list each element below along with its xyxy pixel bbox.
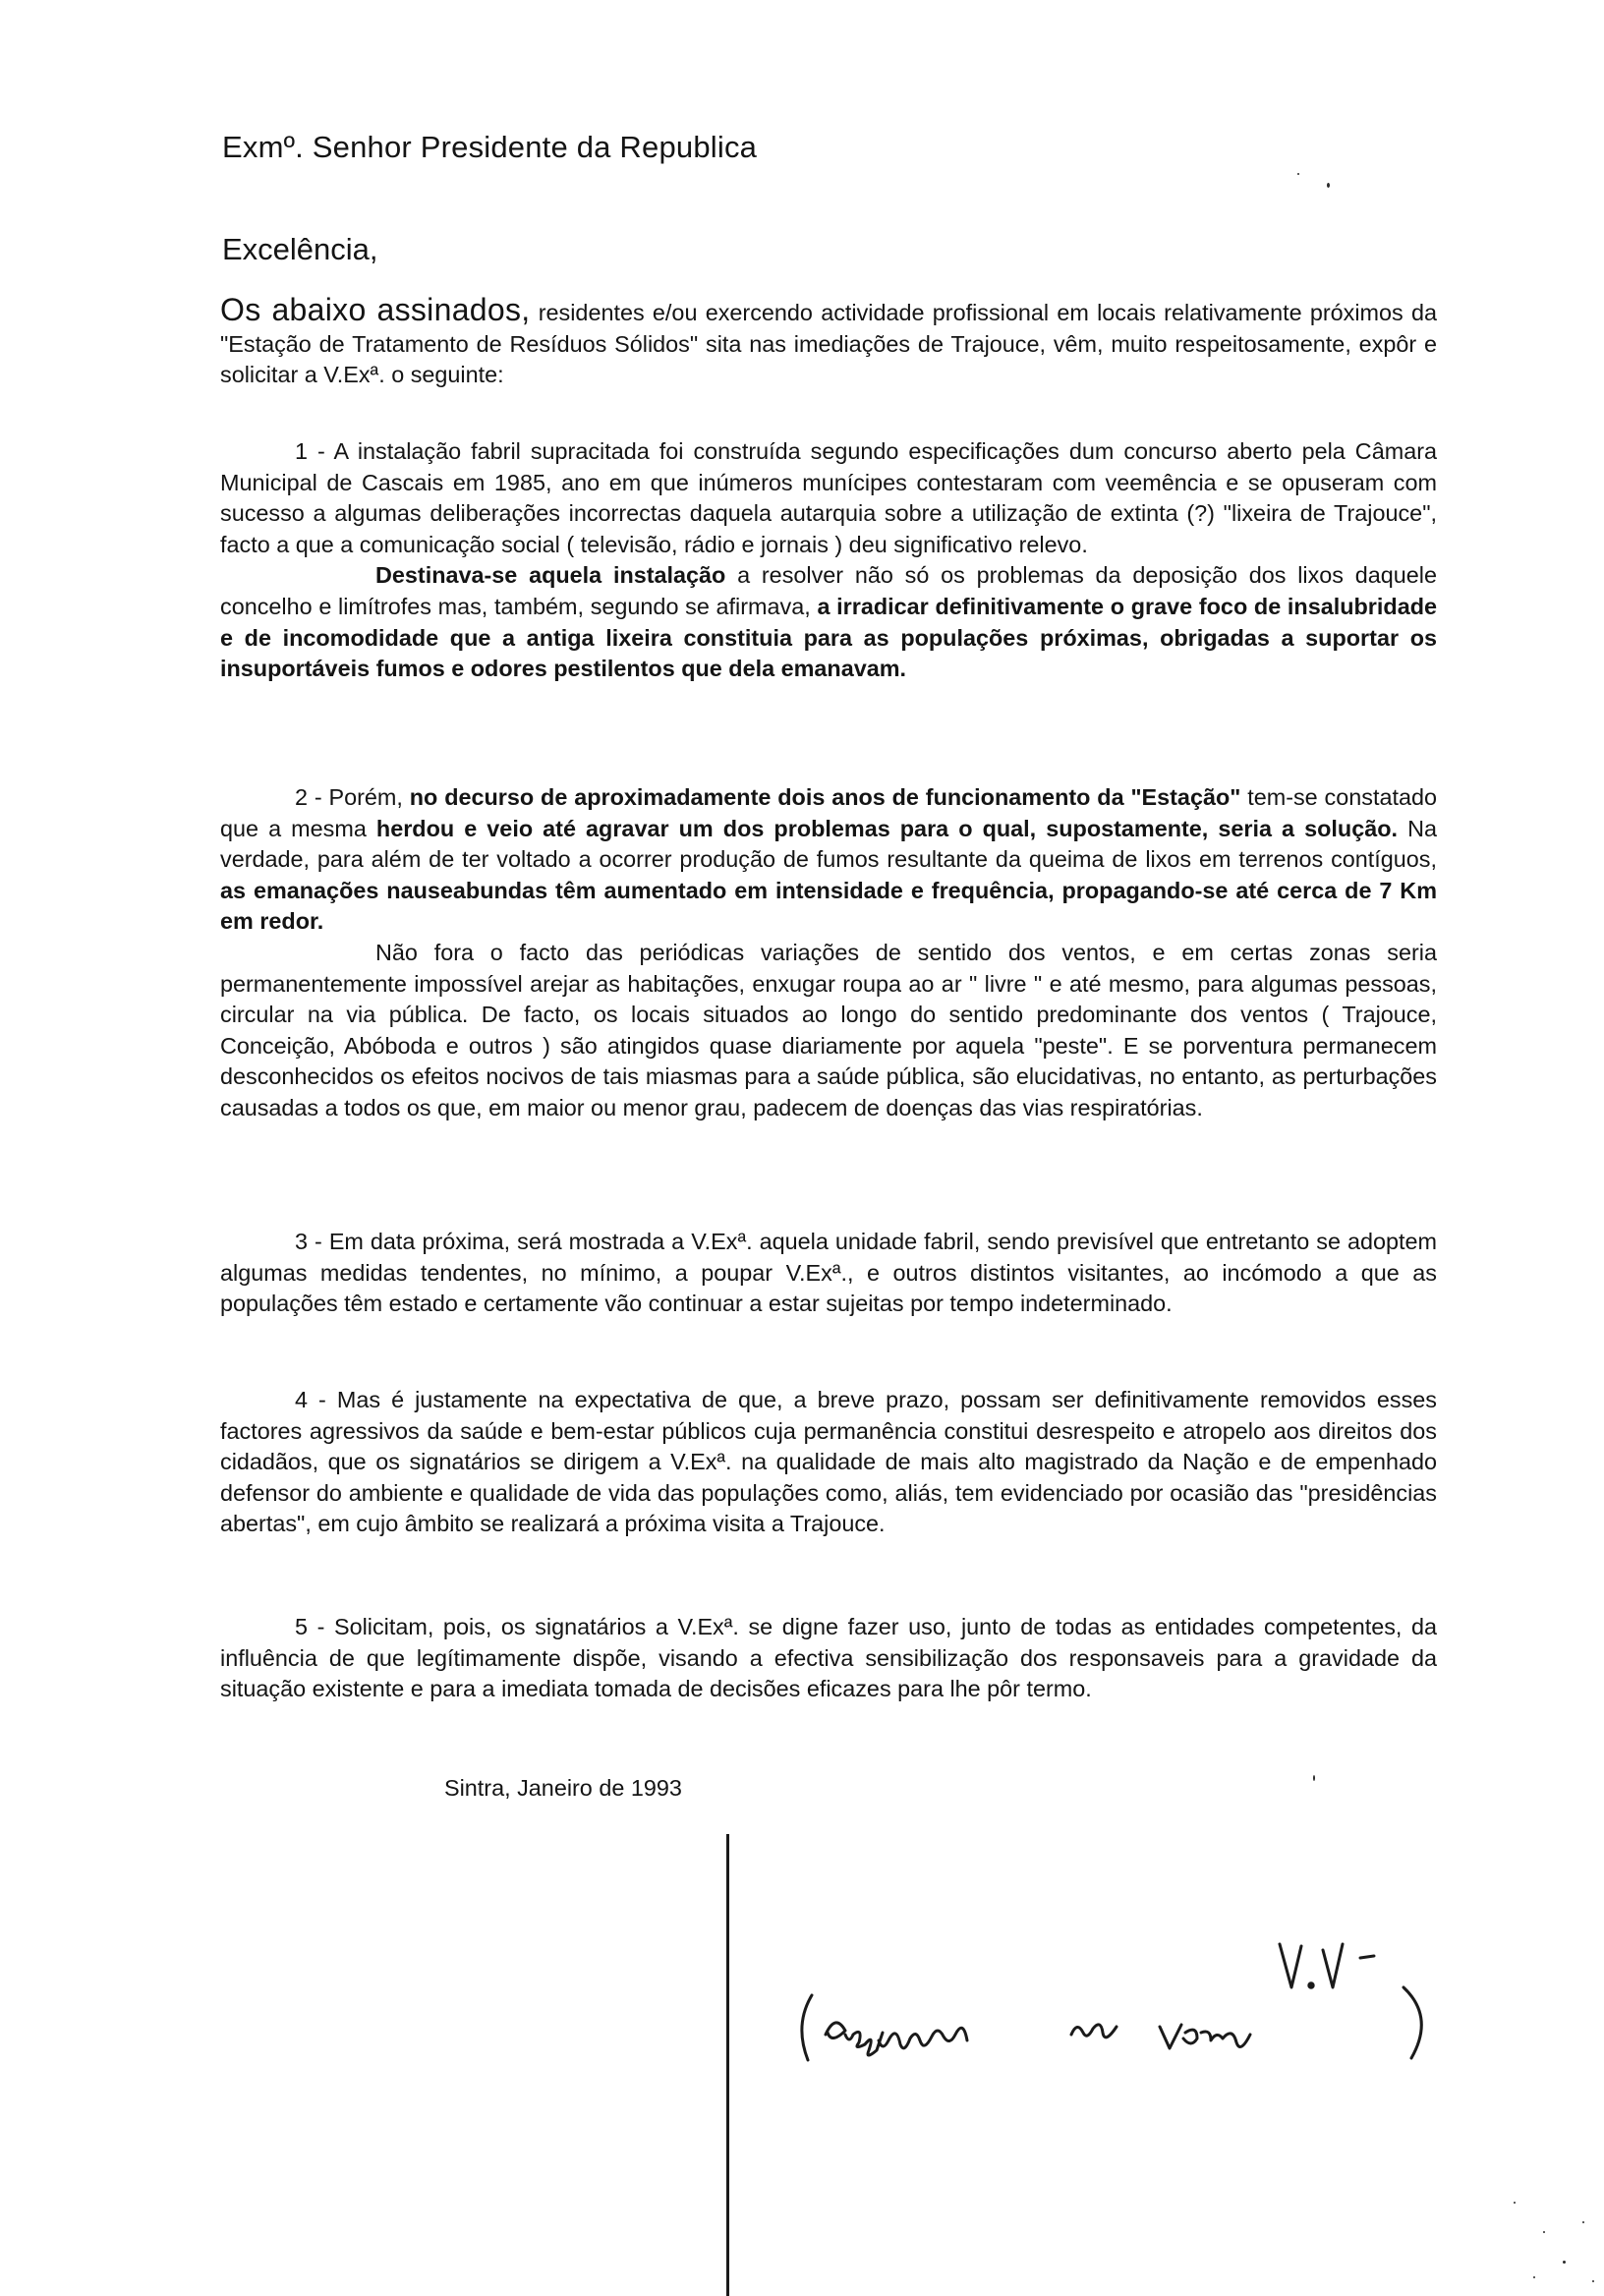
paragraph-5-text: 5 - Solicitam, pois, os signatários a V.Exª. se digne fazer uso, junto de todas as entidades competentes, da influência de que legítimamente dispõe, visando a efectiva sensibilização dos responsaveis para a gravidade da situação existente e para a imediata tomada de decisões eficazes para lhe pôr termo. bbox=[220, 1614, 1437, 1702]
p1-text-1: a resolver não só os problemas da deposição dos lixos daquele concelho e limítrofes mas, também, segundo se afirmava, bbox=[220, 562, 1437, 619]
scan-speck bbox=[1313, 1775, 1315, 1781]
p1-bold-1: Destinava-se aquela instalação bbox=[375, 562, 726, 589]
p2-bold-2: herdou e veio até agravar um dos problemas para o qual, supostamente, seria a solução. bbox=[375, 815, 1399, 841]
paragraph-3-text: 3 - Em data próxima, será mostrada a V.Exª. aquela unidade fabril, sendo previsível que entretanto se adoptem algumas medidas tendentes, no mínimo, a poupar V.Exª., e outros distintos visitantes, ao incómodo a que as populações têm estado e certamente vão continuar a estar sujeitas por tempo indeterminado. bbox=[220, 1229, 1437, 1317]
greeting-line: Excelência, bbox=[222, 232, 378, 266]
scan-noise bbox=[1396, 2162, 1604, 2296]
p2-text-2: tem-se constatado que a mesma bbox=[220, 784, 1437, 841]
scan-speck bbox=[1327, 183, 1330, 188]
paragraph-1-a: 1 - A instalação fabril supracitada foi construída segundo especificações dum concurso aberto pela Câmara Municipal de Cascais em 1985, ano em que inúmeros munícipes contestaram com veemência e se opuseram com sucesso a algumas deliberações incorrectas daquela autarquia sobre a utilização de extinta (?) "lixeira de Trajouce", facto a que a comunicação social ( televisão, rádio e jornais ) deu significativo relevo. bbox=[220, 438, 1437, 557]
p2-text-3: Na verdade, para além de ter voltado a ocorrer produção de fumos resultante da queima de lixos em terrenos contíguos, bbox=[220, 815, 1437, 873]
paragraph-3 bbox=[220, 1227, 1437, 1320]
paragraph-2-b: Não fora o facto das periódicas variações de sentido dos ventos, e em certas zonas seria permanentemente impossível arejar as habitações, enxugar roupa ao ar " livre " e até mesmo, para algumas pessoas, circular na via pública. De facto, os locais situados ao longo do sentido predominante dos ventos ( Trajouce, Conceição, Abóboda e outros ) são atingidos quase diariamente por aquela "peste". E se porventura permanecem desconhecidos os efeitos nocivos de tais miasmas para a saúde pública, são elucidativas, no entanto, as perturbações causadas a todos os que, em maior ou menor grau, padecem de doenças das vias respiratórias. bbox=[220, 939, 1437, 1120]
paragraph-1 bbox=[220, 436, 1437, 685]
intro-lead: Os abaixo assinados, bbox=[220, 292, 531, 327]
paragraph-4 bbox=[220, 1385, 1437, 1540]
scan-speck bbox=[1297, 173, 1299, 175]
paragraph-2 bbox=[220, 782, 1437, 1124]
signature-divider-line bbox=[726, 1834, 729, 2296]
paragraph-5 bbox=[220, 1612, 1437, 1705]
paragraph-2-a bbox=[220, 782, 1437, 938]
handwritten-signature-note bbox=[786, 1926, 1455, 2084]
intro-text: residentes e/ou exercendo actividade profissional em locais relativamente próximos da "Estação de Tratamento de Resíduos Sólidos" sita nas imediações de Trajouce, vêm, muito respeitosamente, expôr e solicitar a V.Exª. o seguinte: bbox=[220, 300, 1438, 388]
p2-text-1: 2 - Porém, bbox=[295, 784, 410, 810]
paragraph-1-b bbox=[220, 560, 1437, 684]
intro-paragraph bbox=[220, 292, 1438, 391]
paragraph-4-text: 4 - Mas é justamente na expectativa de que, a breve prazo, possam ser definitivamente removidos esses factores agressivos da saúde e bem-estar públicos cuja permanência constitui desrespeito e atropelo aos direitos dos cidadãos, que os signatários se dirigem a V.Exª. na qualidade de mais alto magistrado da Nação e de empenhado defensor do ambiente e qualidade de vida das populações como, aliás, tem evidenciado por ocasião das "presidências abertas", em cujo âmbito se realizará a próxima visita a Trajouce. bbox=[220, 1387, 1437, 1537]
salutation-line: Exmº. Senhor Presidente da Republica bbox=[222, 130, 758, 164]
p2-bold-3: as emanações nauseabundas têm aumentado em intensidade e frequência, propagando-se até cerca de 7 Km em redor. bbox=[220, 877, 1437, 935]
place-date: Sintra, Janeiro de 1993 bbox=[444, 1775, 682, 1801]
p1-bold-2: a irradicar definitivamente o grave foco de insalubridade e de incomodidade que a antiga lixeira constituia para as populações próximas, obrigadas a suportar os insuportáveis fumos e odores pestilentos que dela emanavam. bbox=[220, 593, 1438, 682]
p2-bold-1: no decurso de aproximadamente dois anos de funcionamento da "Estação" bbox=[409, 784, 1241, 810]
